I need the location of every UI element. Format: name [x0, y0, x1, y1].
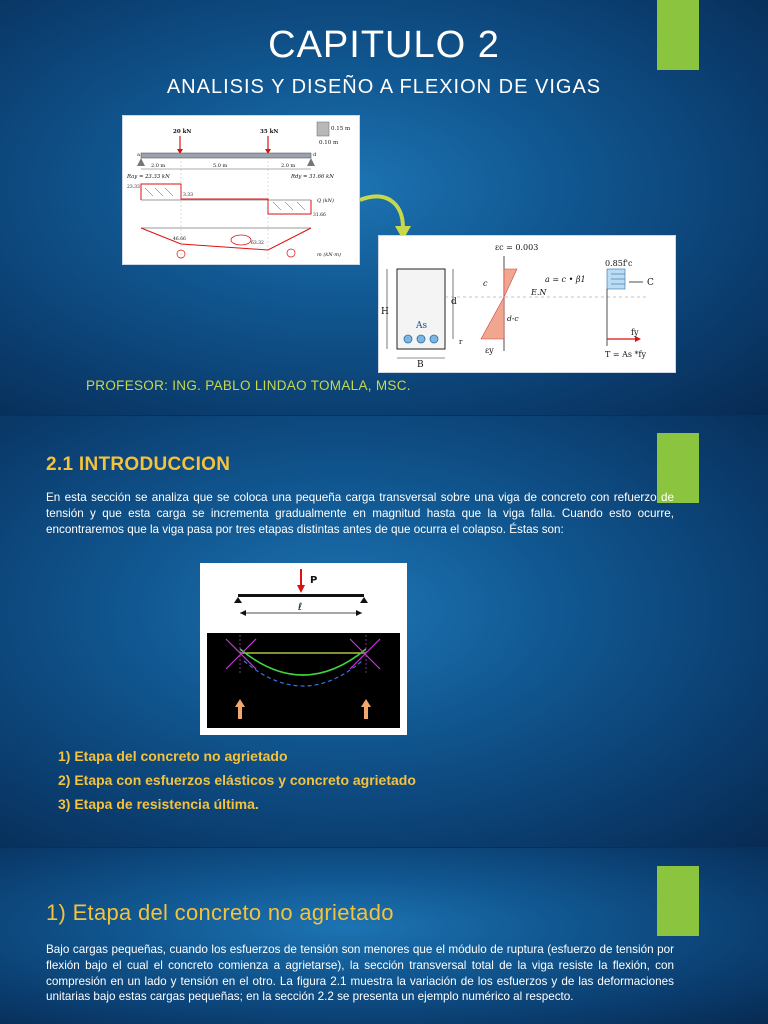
formula-label: a = c • β1 — [545, 275, 586, 284]
shear-value-2: 3.33 — [183, 193, 194, 198]
dc-label: d-c — [507, 314, 519, 323]
section-width-label: 0.10 m — [319, 140, 339, 146]
span-1-label: 2.0 m — [151, 163, 166, 169]
stage-item: 1) Etapa del concreto no agrietado — [58, 748, 288, 764]
beam-load-figure — [200, 563, 407, 735]
reaction-d-label: Rdy = 31.66 kN — [291, 174, 334, 180]
chapter-subtitle: ANALISIS Y DISEÑO A FLEXION DE VIGAS — [166, 76, 602, 98]
b-label: B — [417, 360, 424, 370]
stage-item: 3) Etapa de resistencia última. — [58, 796, 259, 812]
shear-axis-label: Q (kN) — [317, 198, 334, 204]
d-label: d — [451, 297, 457, 307]
shear-value-1: 23.33 — [127, 185, 140, 190]
as-label: As — [416, 321, 428, 331]
etapa-paragraph: Bajo cargas pequeñas, cuando los esfuerzos de tensión son menores que el módulo de ruptura (esfuerzo de tensión por flexión bajo el cual el concreto comienza a agrietarse), la sección transversal total de la viga resiste la flexión, con compresión en un lado y tensión en el otro. La figura 2.1 muestra la variación de los esfuerzos y de las deformaciones unitarias bajo estas cargas pequeñas; en la sección 2.2 se presenta un ejemplo numérico al respecto. — [46, 943, 674, 1004]
strain-top-label: εc = 0.003 — [495, 243, 539, 252]
stress-top-label: 0.85f'c — [605, 259, 633, 268]
fy-label: fy — [631, 328, 639, 337]
section-heading: 1) Etapa del concreto no agrietado — [46, 900, 394, 925]
section-heading: 2.1 INTRODUCCION — [46, 454, 231, 475]
span-3-label: 2.0 m — [281, 163, 296, 169]
moment-axis-label: m (kN·m) — [317, 252, 341, 258]
load-b-label: 35 kN — [260, 129, 279, 135]
accent-bar — [657, 866, 699, 936]
span-2-label: 5.0 m — [213, 163, 228, 169]
stages-list — [58, 748, 416, 820]
beam-diagram-figure — [122, 115, 360, 265]
c-label: c — [483, 279, 488, 288]
section-stress-figure — [378, 235, 676, 373]
svg-text:d: d — [313, 152, 317, 158]
profesor-credit: PROFESOR: ING. PABLO LINDAO TOMALA, MSC. — [86, 378, 411, 393]
ey-label: εy — [485, 346, 494, 355]
compression-label: C — [647, 278, 654, 288]
svg-text:a: a — [137, 152, 140, 158]
span-label: ℓ — [298, 602, 303, 613]
slide-introduccion — [0, 416, 768, 848]
slide-title — [0, 0, 768, 416]
moment-value-1: 46.66 — [173, 237, 186, 242]
load-p-label: P — [310, 575, 318, 586]
tension-label: T = As *fy — [605, 350, 647, 359]
load-a-label: 20 kN — [173, 129, 192, 135]
neutral-axis-label: E.N — [531, 288, 547, 297]
intro-paragraph: En esta sección se analiza que se coloca una pequeña carga transversal sobre una viga de concreto con refuerzo de tensión y que esta carga se incrementa gradualmente en magnitud hasta que la viga falla. Cuando esto ocurre, encontraremos que la viga pasa por tres etapas distintas antes de que ocurra el colapso. Éstas son: — [46, 491, 674, 536]
section-height-label: 0.15 m — [331, 126, 351, 132]
h-label: H — [381, 307, 389, 317]
reaction-a-label: Ray = 23.33 kN — [127, 174, 170, 180]
chapter-title: CAPITULO 2 — [268, 24, 500, 66]
stage-item: 2) Etapa con esfuerzos elásticos y concreto agrietado — [58, 772, 416, 788]
slide-etapa-1 — [0, 848, 768, 1024]
shear-value-3: 31.66 — [313, 213, 326, 218]
r-label: r — [459, 338, 463, 346]
moment-value-2: 63.32 — [251, 241, 264, 246]
